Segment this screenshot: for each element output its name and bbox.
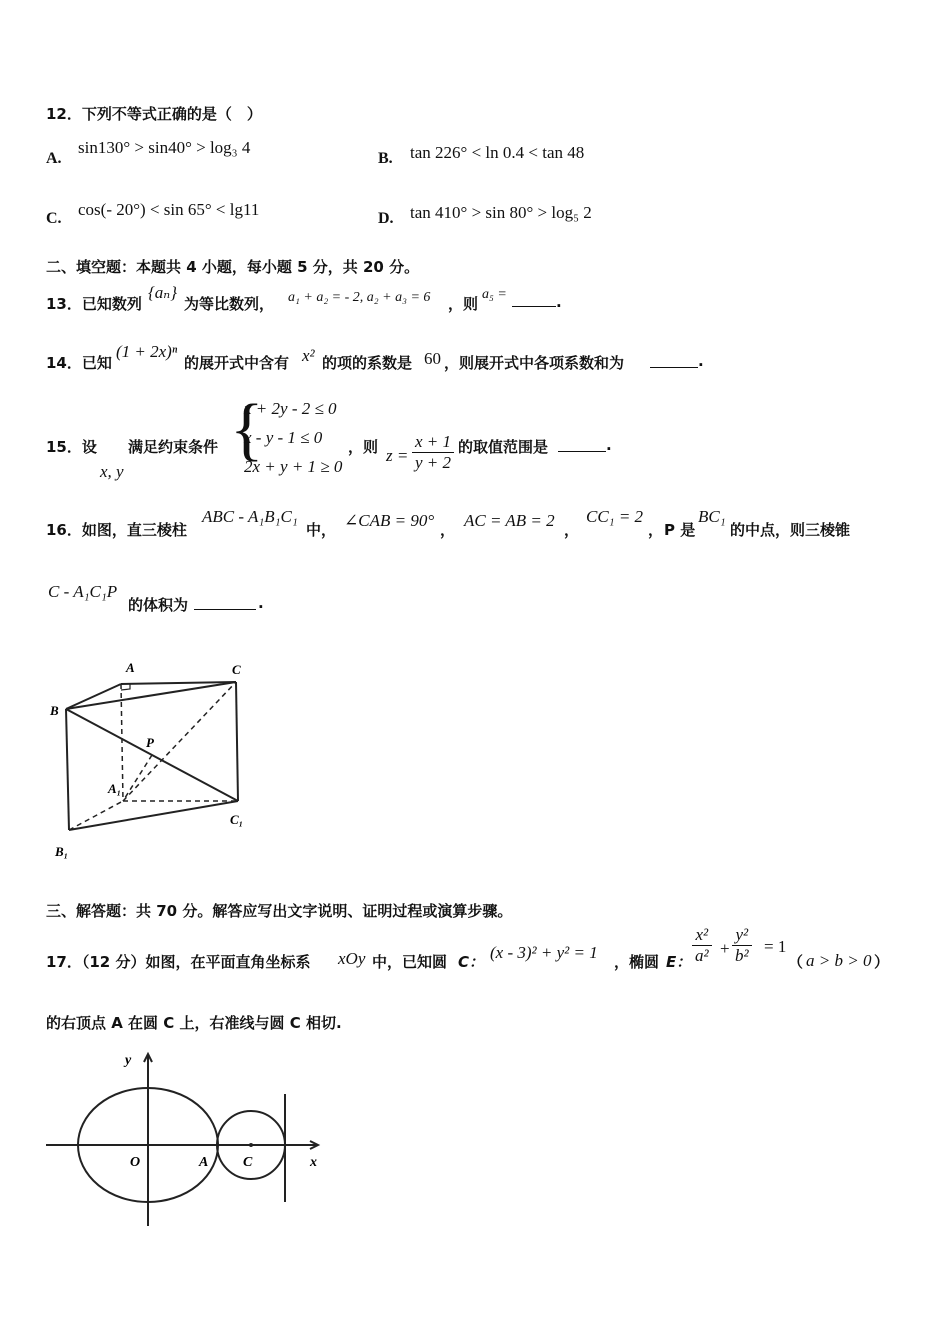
q17-mid2: ，椭圆 [614,953,660,971]
q17-paren-open: （ [788,953,804,971]
q16-eq-2: CC₁ = 2 [586,507,644,526]
q13-condition: a₁ + a₂ = - 2, a₂ + a₃ = 6 [288,290,431,305]
fig2-label-o: O [130,1155,141,1170]
q15-variables: x, y [100,462,124,481]
q14-coefficient: 60 [424,349,441,368]
fig1-label-a1: A₁ [108,781,122,796]
q12-option-d-label: D. [378,210,394,227]
q14-mid3: ，则展开式中各项系数和为 [444,354,625,372]
q14-end: . [698,352,704,370]
q17-fraction-y [732,925,752,966]
q16-mid-tail: 的中点，则三棱锥 [730,521,851,539]
q12-stem: 12．下列不等式正确的是（ ） [46,105,262,123]
q12-option-a-label: A. [46,150,62,167]
fig1-label-c1: C₁ [230,812,244,827]
q17-paren-close: ） [874,953,890,971]
fig1-label-b: B [50,703,59,718]
q16-comma-3: ， [648,521,664,539]
section-3-title: 三、解答题：共 70 分。解答应写出文字说明、证明过程或演算步骤。 [46,902,513,920]
q16-angle: ∠CAB = 90° [344,511,435,530]
q12-option-b-label: B. [378,150,393,167]
q15-end: . [606,436,612,454]
q16-comma-2: ， [564,521,580,539]
q13-mid: 为等比数列， [184,295,275,313]
q17-frac-x-den: a² [695,946,709,965]
q15-answer-blank[interactable] [558,451,606,452]
q15-constraint-2: x - y - 1 ≤ 0 [244,428,323,447]
q15-z-lhs: z = [386,446,409,465]
q15-prefix: 15．设 [46,438,97,456]
fig1-label-a: A [126,660,135,675]
q15-then: ，则 [348,438,379,456]
q17-ellipse-eq: = 1 [764,937,787,956]
q12-option-d-expr: tan 410° > sin 80° > log₅ 2 [410,203,592,222]
q17-xoy: xOy [338,949,366,968]
q15-z-fraction [412,432,454,473]
q16-answer-blank[interactable] [194,609,256,610]
q13-then: ，则 [448,295,479,313]
q17-frac-x-num: x² [692,925,712,946]
q16-bc1: BC₁ [698,507,726,526]
q13-prefix: 13．已知数列 [46,295,142,313]
q15-brace: { [230,391,264,468]
prism-figure [40,652,260,867]
q13-sequence: {aₙ} [148,283,177,302]
q13-end: . [556,293,562,311]
q16-prefix: 16．如图，直三棱柱 [46,521,187,539]
q16-zhong: 中， [306,521,337,539]
section-2-title: 二、填空题：本题共 4 小题，每小题 5 分，共 20 分。 [46,258,420,276]
q14-prefix: 14．已知 [46,354,112,372]
q17-line-2: 的右顶点 A 在圆 C 上，右准线与圆 C 相切. [46,1014,342,1032]
q17-circle-label: C： [458,953,485,971]
fig2-label-y: y [125,1053,132,1068]
q16-p-is: P 是 [664,521,696,539]
center-c-point [249,1143,253,1147]
q16-eq-1: AC = AB = 2 [464,511,555,530]
q16-pyramid: C - A₁C₁P [48,582,118,601]
q17-plus: + [720,939,730,958]
q12-option-c-expr: cos(- 20°) < sin 65° < lg11 [78,200,260,219]
q17-fraction-x [692,925,712,966]
fig2-label-a: A [199,1155,209,1170]
q17-frac-y-den: b² [735,946,749,965]
q15-mid: 满足约束条件 [128,438,219,456]
q14-answer-blank[interactable] [650,367,698,368]
q15-tail: 的取值范围是 [458,438,549,456]
q12-option-c-label: C. [46,210,62,227]
q15-z-numerator: x + 1 [412,432,454,453]
q15-z-denominator: y + 2 [415,453,452,472]
q12-option-a-expr: sin130° > sin40° > log₃ 4 [78,138,251,157]
q13-answer-blank[interactable] [512,306,556,307]
q14-mid2: 的项的系数是 [322,354,413,372]
q16-prism: ABC - A₁B₁C₁ [202,507,298,526]
q17-prefix: 17．（12 分）如图，在平面直角坐标系 [46,953,311,971]
fig1-label-b1: B₁ [55,844,69,859]
q17-circle-equation: (x - 3)² + y² = 1 [490,943,598,962]
q14-mid1: 的展开式中含有 [184,354,290,372]
q15-constraint-3: 2x + y + 1 ≥ 0 [244,457,343,476]
q14-binomial: (1 + 2x)ⁿ [116,342,178,361]
q17-ellipse-label: E： [666,953,692,971]
fig2-label-c: C [243,1155,253,1170]
fig1-label-p: P [146,735,154,750]
q16-volume-text: 的体积为 [128,596,189,614]
q16-comma-1: ， [440,521,456,539]
fig1-label-c: C [232,662,241,677]
q14-term: x² [302,346,315,365]
q15-constraint-1: x + 2y - 2 ≤ 0 [244,399,337,418]
q17-condition: a > b > 0 [806,951,872,970]
q13-target: a₅ = [482,287,507,302]
circle-figure [40,1044,330,1234]
q17-frac-y-num: y² [732,925,752,946]
q16-end: . [258,594,264,612]
fig2-label-x: x [310,1155,317,1170]
q17-mid1: 中，已知圆 [372,953,448,971]
q12-option-b-expr: tan 226° < ln 0.4 < tan 48 [410,143,585,162]
